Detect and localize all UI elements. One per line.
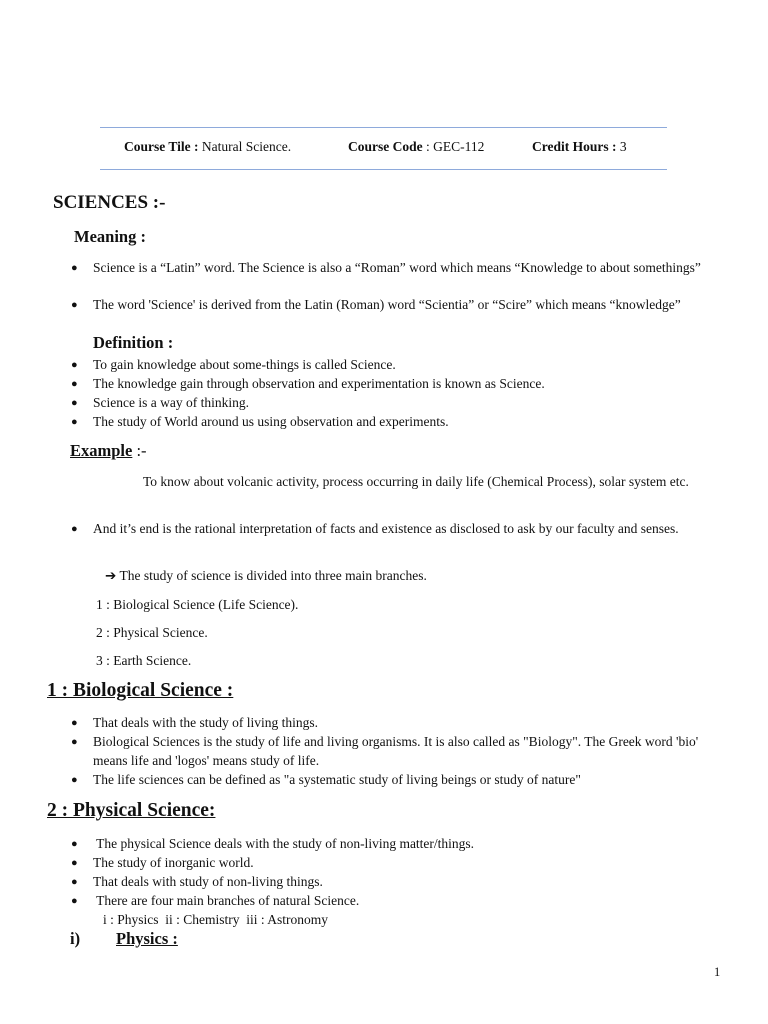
definition-item: The study of World around us using observation and experiments.	[93, 414, 449, 429]
meaning-item: The word 'Science' is derived from the Latin (Roman) word “Scientia” or “Scire” which means “knowledge”	[93, 297, 681, 312]
credit-hours: Credit Hours : 3	[532, 139, 627, 154]
physical-item: The study of inorganic world.	[93, 855, 254, 870]
bullet-icon: ●	[71, 857, 78, 869]
bullet-icon: ●	[71, 895, 78, 907]
physics-heading: i) Physics :	[70, 929, 178, 948]
physical-heading: 2 : Physical Science:	[47, 800, 216, 821]
bullet-icon: ●	[71, 299, 78, 311]
branch-item: 3 : Earth Science.	[96, 653, 192, 668]
definition-heading: Definition :	[93, 333, 174, 352]
bullet-icon: ●	[71, 523, 78, 535]
meaning-heading: Meaning :	[74, 227, 146, 246]
example-heading: Example :-	[70, 441, 147, 460]
bullet-icon: ●	[71, 736, 78, 748]
example-text: To know about volcanic activity, process occurring in daily life (Chemical Process), solar system etc.	[143, 474, 689, 489]
biological-item: The life sciences can be defined as "a systematic study of living beings or study of nature"	[93, 772, 581, 787]
branch-item: 1 : Biological Science (Life Science).	[96, 597, 299, 612]
meaning-item: Science is a “Latin” word. The Science is also a “Roman” word which means “Knowledge to about somethings”	[93, 260, 701, 275]
definition-item: The knowledge gain through observation and experimentation is known as Science.	[93, 376, 545, 391]
biological-heading: 1 : Biological Science :	[47, 680, 234, 701]
bullet-icon: ●	[71, 416, 78, 428]
bullet-icon: ●	[71, 262, 78, 274]
biological-item: Biological Sciences is the study of life and living organisms. It is also called as "Biology". The Greek word 'bio' means life and 'logos' means study of life.	[93, 734, 699, 768]
definition-item: Science is a way of thinking.	[93, 395, 249, 410]
branches-intro: ➔ The study of science is divided into three main branches.	[105, 568, 427, 583]
definition-item: To gain knowledge about some-things is called Science.	[93, 357, 396, 372]
course-title: Course Tile : Natural Science.	[124, 139, 292, 154]
page-number: 1	[714, 965, 721, 979]
sciences-heading: SCIENCES :-	[53, 192, 166, 213]
bullet-icon: ●	[71, 774, 78, 786]
physical-sub-branches: i : Physics ii : Chemistry iii : Astronomy	[103, 912, 329, 927]
bullet-icon: ●	[71, 397, 78, 409]
bullet-icon: ●	[71, 717, 78, 729]
arrow-icon: ➔	[105, 568, 117, 583]
course-code: Course Code : GEC-112	[348, 139, 485, 154]
example-bullet: And it’s end is the rational interpretation of facts and existence as disclosed to ask by our faculty and senses.	[93, 521, 679, 536]
branch-item: 2 : Physical Science.	[96, 625, 208, 640]
header-top-rule	[100, 127, 667, 128]
bullet-icon: ●	[71, 359, 78, 371]
bullet-icon: ●	[71, 378, 78, 390]
physical-item: There are four main branches of natural Science.	[93, 893, 360, 908]
bullet-icon: ●	[71, 838, 78, 850]
header-bottom-rule	[100, 169, 667, 170]
physical-item: That deals with study of non-living things.	[93, 874, 323, 889]
bullet-icon: ●	[71, 876, 78, 888]
physical-item: The physical Science deals with the study of non-living matter/things.	[93, 836, 475, 851]
biological-item: That deals with the study of living things.	[93, 715, 318, 730]
